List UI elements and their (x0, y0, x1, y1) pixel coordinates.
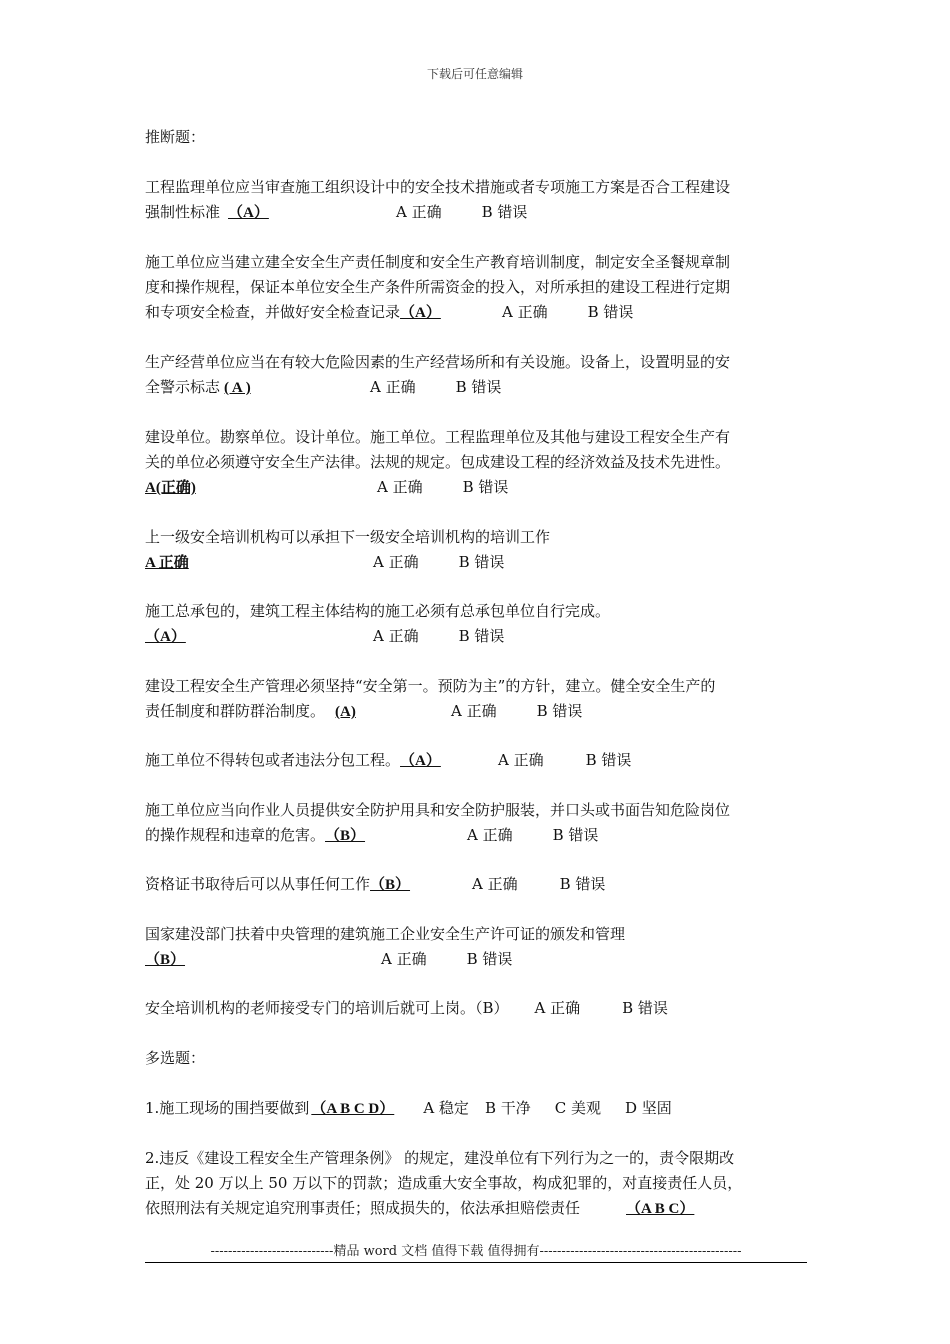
option-b-wrong: B 错误 (587, 303, 634, 321)
question-text-line: 1.施工现场的围挡要做到 (145, 1099, 310, 1117)
question-text-line: 安全培训机构的老师接受专门的培训后就可上岗。（B） (145, 999, 509, 1017)
multiple-question-2 (145, 1146, 807, 1221)
multiple-question-1 (145, 1096, 807, 1121)
answer-mark: A(正确) (145, 480, 196, 496)
option-b-wrong: B 错误 (481, 203, 528, 221)
option-b-wrong: B 错误 (455, 378, 502, 396)
question-text-line: 责任制度和群防群治制度。 (145, 702, 326, 720)
answer-mark: （A） (400, 753, 441, 769)
judgement-question-8 (145, 748, 807, 773)
question-text-line: 工程监理单位应当审查施工组织设计中的安全技术措施或者专项施工方案是否合工程建设 (145, 178, 731, 196)
judgement-question-12 (145, 996, 807, 1021)
question-text-line: 强制性标准 (145, 203, 221, 221)
option-b-wrong: B 错误 (552, 826, 599, 844)
option-a-correct: A 正确 (373, 627, 419, 645)
question-text-line: 依照刑法有关规定追究刑事责任；照成损失的，依法承担赔偿责任 (145, 1199, 581, 1217)
judgement-question-10 (145, 872, 807, 897)
option-a-correct: A 正确 (373, 553, 419, 571)
question-last-line (145, 375, 807, 400)
option-b-wrong: B 错误 (559, 875, 606, 893)
option-a-correct: A 正确 (381, 950, 427, 968)
question-last-line (145, 475, 807, 500)
question-last-line (145, 699, 807, 724)
answer-mark: （A） (145, 629, 186, 645)
question-text-line: 资格证书取待后可以从事任何工作 (145, 875, 371, 893)
question-text-line: 的操作规程和违章的危害。 (145, 826, 326, 844)
judgement-question-2 (145, 250, 807, 325)
question-text-line: 施工单位应当建立建全安全生产责任制度和安全生产教育培训制度，制定安全圣餐规章制 (145, 253, 731, 271)
question-last-line (145, 996, 807, 1021)
question-text-line: 度和操作规程，保证本单位安全生产条件所需资金的投入，对所承担的建设工程进行定期 (145, 278, 731, 296)
answer-mark: A 正确 (145, 555, 189, 571)
option-a-correct: A 正确 (472, 875, 518, 893)
option-a-correct: A 正确 (396, 203, 442, 221)
judgement-question-6 (145, 599, 807, 649)
option-b-wrong: B 错误 (462, 478, 509, 496)
question-text-line: 建设单位。勘察单位。设计单位。施工单位。工程监理单位及其他与建设工程安全生产有 (145, 428, 731, 446)
question-text-line: 全警示标志 (145, 378, 221, 396)
option-a-correct: A 正确 (498, 751, 544, 769)
option-a-correct: A 正确 (451, 702, 497, 720)
option-a-correct: A 正确 (502, 303, 548, 321)
question-last-line (145, 1096, 807, 1121)
question-text-line: 施工单位不得转包或者违法分包工程。 (145, 751, 401, 769)
choice-d: D 坚固 (624, 1099, 672, 1117)
option-a-correct: A 正确 (377, 478, 423, 496)
judgement-question-5 (145, 525, 807, 575)
question-last-line (145, 823, 807, 848)
question-last-line (145, 872, 807, 897)
answer-mark: （A B C） (626, 1201, 695, 1217)
question-text-line: 生产经营单位应当在有较大危险因素的生产经营场所和有关设施。设备上，设置明显的安 (145, 353, 731, 371)
question-text-line: 2.违反《建设工程安全生产管理条例》 的规定，建没单位有下列行为之一的，责令限期改 (145, 1149, 735, 1167)
choice-a: A 稳定 (423, 1099, 469, 1117)
choice-b: B 干净 (484, 1099, 531, 1117)
answer-mark: （A B C D） (311, 1101, 395, 1117)
option-b-wrong: B 错误 (585, 751, 632, 769)
answer-mark: （B） (325, 828, 366, 844)
question-text-line: 建设工程安全生产管理必须坚持“安全第一。预防为主”的方针，建立。健全安全生产的 (145, 677, 716, 695)
question-text-line: 施工单位应当向作业人员提供安全防护用具和安全防护服装，并口头或书面告知危险岗位 (145, 801, 731, 819)
option-a-correct: A 正确 (467, 826, 513, 844)
choice-c: C 美观 (554, 1099, 601, 1117)
answer-mark: （B） (370, 877, 411, 893)
judgement-question-3 (145, 350, 807, 400)
question-last-line (145, 947, 807, 972)
judgement-question-9 (145, 798, 807, 848)
option-b-wrong: B 错误 (622, 999, 668, 1017)
option-b-wrong: B 错误 (536, 702, 583, 720)
answer-mark: （A） (400, 305, 441, 321)
question-last-line (145, 200, 807, 225)
judgement-question-1 (145, 175, 807, 225)
answer-mark: ( A ) (224, 380, 251, 396)
question-text-line: 关的单位必须遵守安全生产法律。法规的规定。包成建设工程的经济效益及技术先进性。 (145, 453, 731, 471)
question-last-line (145, 624, 807, 649)
question-text-line: 正，处 20 万以上 50 万以下的罚款；造成重大安全事故，构成犯罪的，对直接责任人员， (145, 1174, 743, 1192)
question-last-line (145, 550, 807, 575)
option-a-correct: A 正确 (370, 378, 416, 396)
option-b-wrong: B 错误 (458, 627, 505, 645)
question-text-line: 上一级安全培训机构可以承担下一级安全培训机构的培训工作 (145, 528, 551, 546)
answer-mark: （B） (145, 952, 186, 968)
question-text-line: 国家建没部门扶着中央管理的建筑施工企业安全生产许可证的颁发和管理 (145, 925, 626, 943)
answer-mark: (A) (335, 704, 356, 720)
page-header: 下载后可任意编辑 (426, 67, 523, 81)
page-footer: ----------------------------精品 word 文档 值得下载 值得拥有---------------------------------------------- (210, 1244, 742, 1259)
judgement-question-4 (145, 425, 807, 500)
footer-divider (145, 1262, 807, 1263)
question-last-line (145, 300, 807, 325)
question-text-line: 施工总承包的，建筑工程主体结构的施工必须有总承包单位自行完成。 (145, 602, 611, 620)
question-last-line (145, 748, 807, 773)
multiple-section-title: 多选题： (145, 1049, 206, 1067)
question-text-line: 和专项安全检查，并做好安全检查记录 (145, 303, 401, 321)
option-b-wrong: B 错误 (466, 950, 513, 968)
judgement-section-title: 推断题： (145, 128, 206, 146)
option-a-correct: A 正确 (534, 999, 581, 1017)
judgement-question-7 (145, 674, 807, 724)
judgement-question-11 (145, 922, 807, 972)
answer-mark: （A） (228, 205, 269, 221)
option-b-wrong: B 错误 (458, 553, 505, 571)
question-last-line (145, 1196, 807, 1221)
